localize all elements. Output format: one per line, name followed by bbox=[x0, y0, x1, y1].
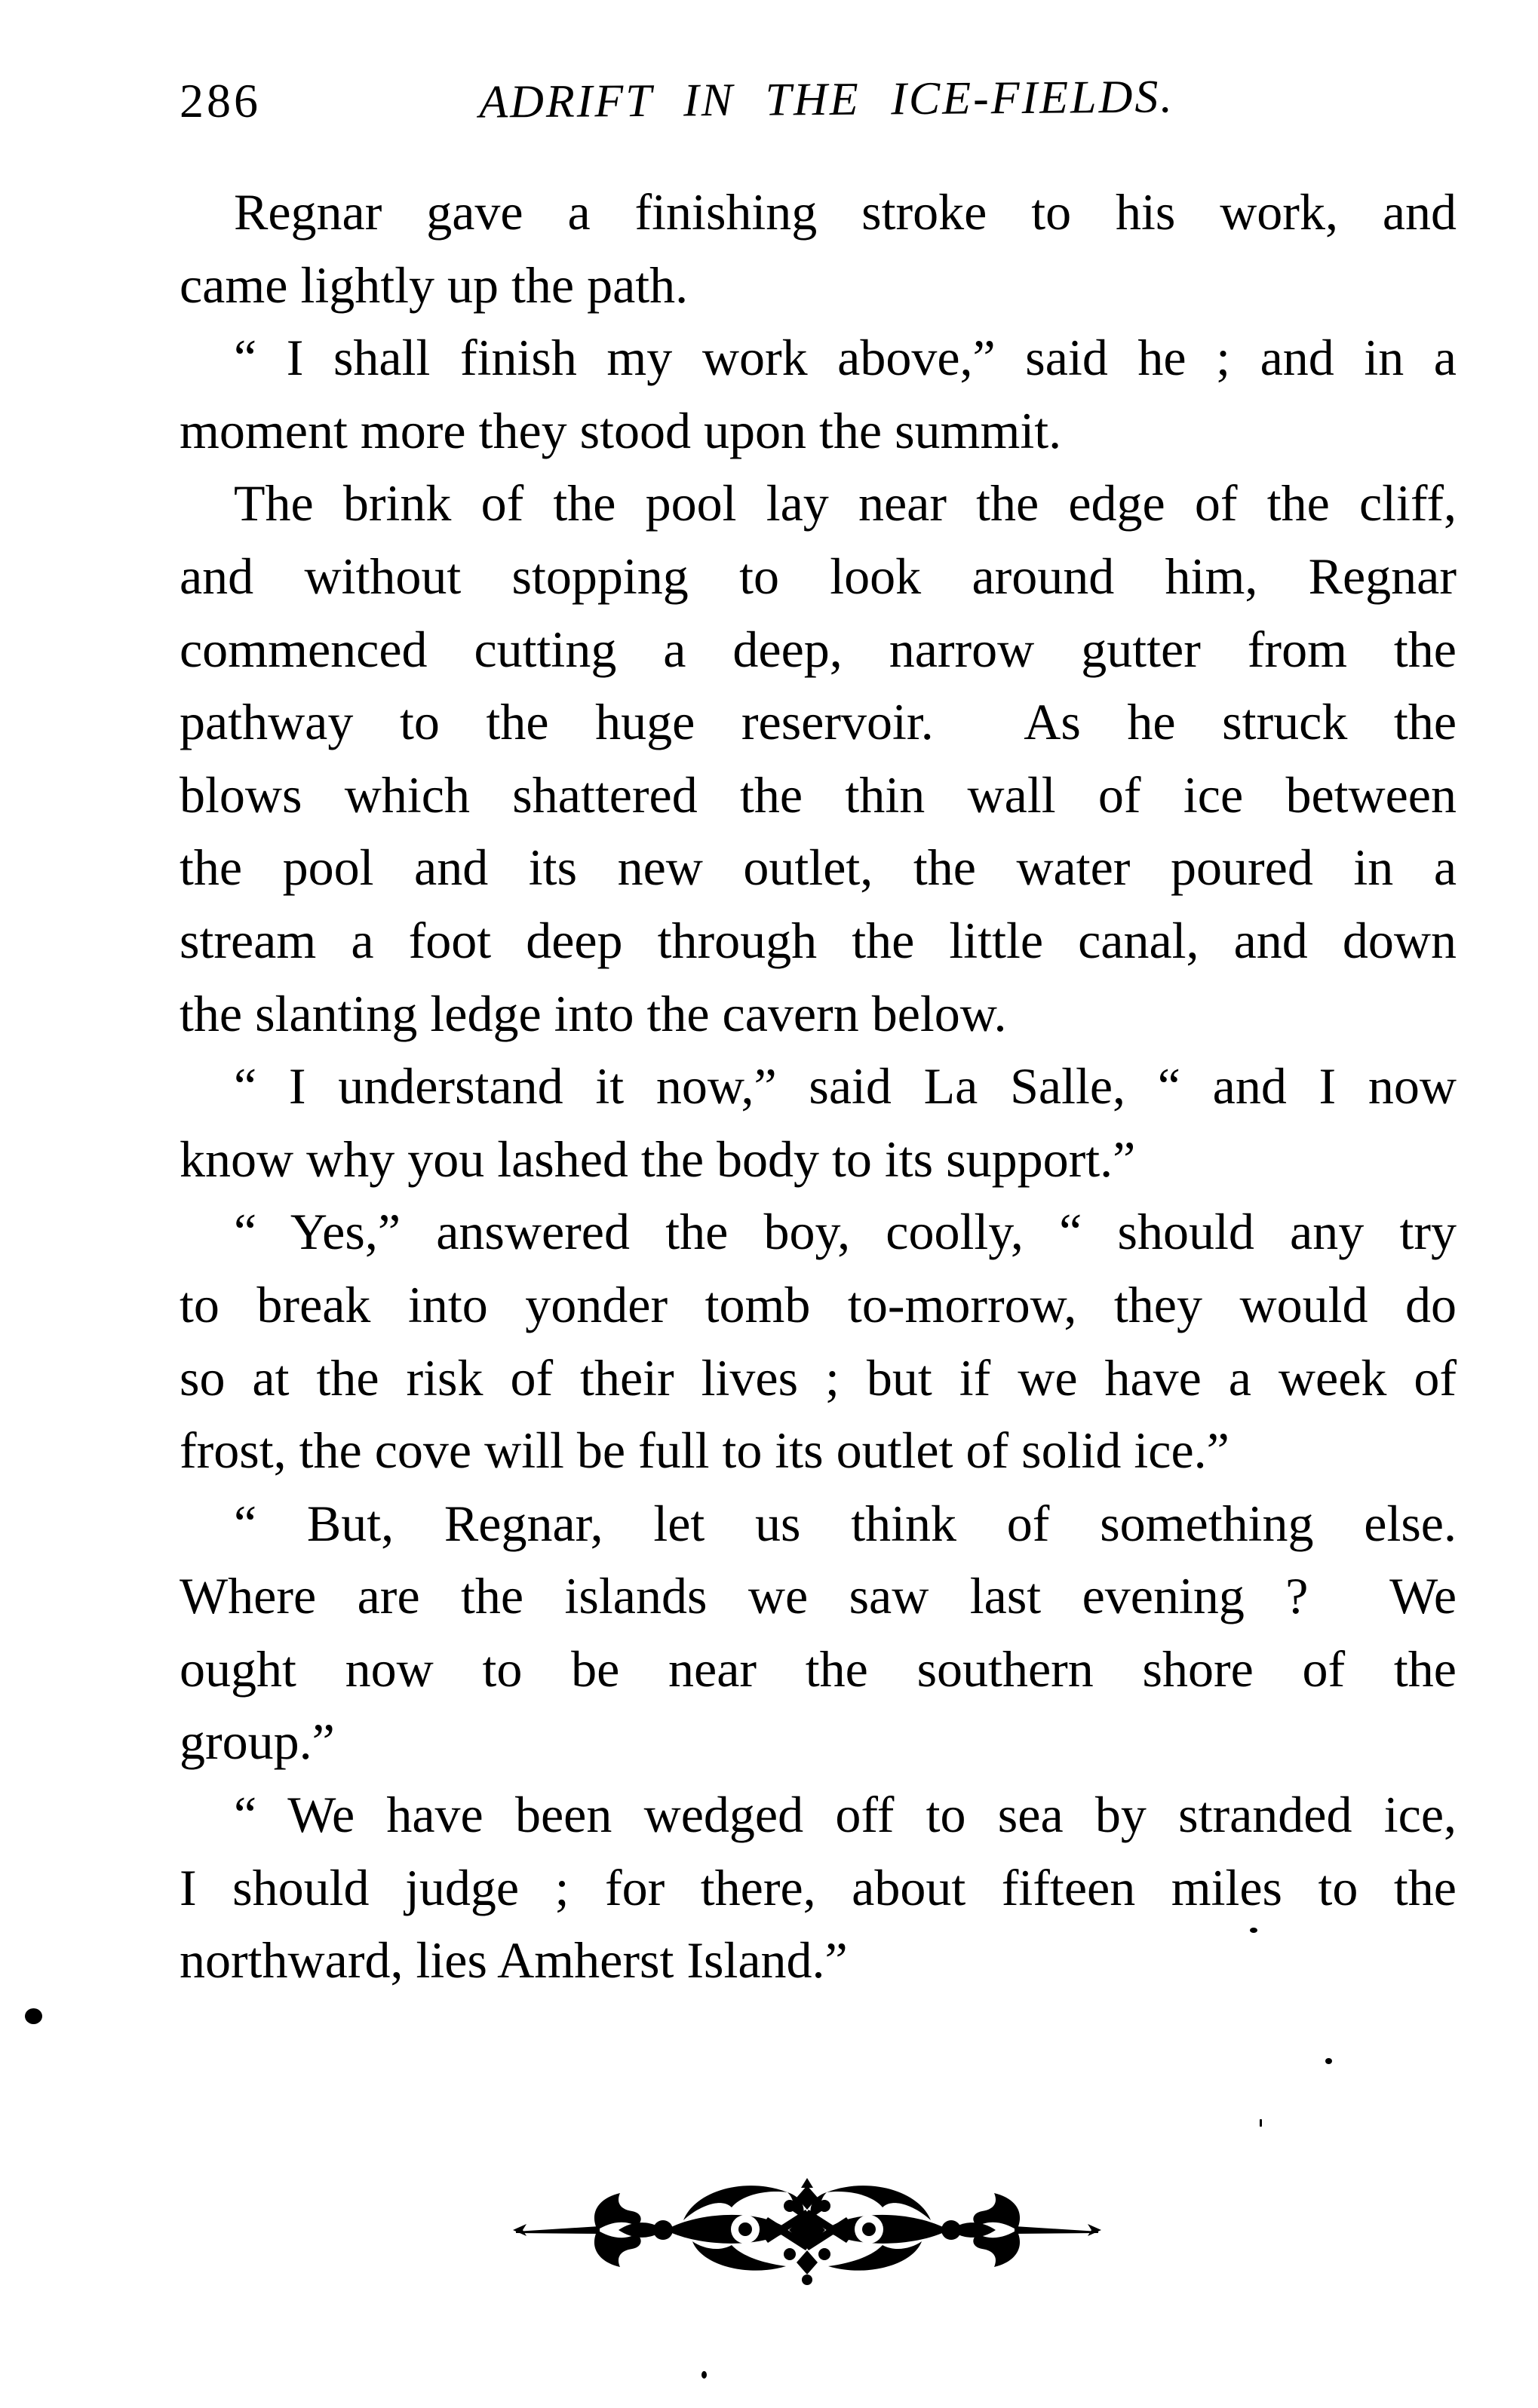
text-line: moment more they stood upon the summit. bbox=[180, 401, 1062, 459]
text-line: frost, the cove will be full to its outlet of solid ice.” bbox=[180, 1422, 1229, 1480]
text-line: stream a foot deep through the little canal, and down bbox=[180, 911, 1457, 969]
text-line: I should judge ; for there, about fifteen miles to the bbox=[180, 1858, 1457, 1916]
text-line: and without stopping to look around him, Regnar bbox=[180, 547, 1457, 605]
text-line: pathway to the huge reservoir. As he struck the bbox=[180, 693, 1457, 751]
text-line: so at the risk of their lives ; but if we have a week of bbox=[180, 1348, 1457, 1406]
ink-speck bbox=[701, 2371, 707, 2379]
text-line: “ Yes,” answered the boy, coolly, “ should any try bbox=[234, 1203, 1457, 1261]
text-line: group.” bbox=[180, 1713, 335, 1771]
ink-speck bbox=[25, 2008, 42, 2024]
text-line: the pool and its new outlet, the water poured in a bbox=[180, 839, 1457, 897]
text-line: Regnar gave a finishing stroke to his work, and bbox=[234, 183, 1457, 241]
text-line: came lightly up the path. bbox=[180, 256, 689, 314]
text-line: “ We have been wedged off to sea by stranded ice, bbox=[234, 1786, 1457, 1844]
page-number: 286 bbox=[180, 74, 261, 127]
running-title: ADRIFT IN THE ICE-FIELDS. bbox=[478, 71, 1175, 128]
ink-speck bbox=[1260, 2119, 1262, 2127]
text-line: Where are the islands we saw last evening ? We bbox=[180, 1567, 1457, 1625]
ink-speck bbox=[1325, 2058, 1332, 2064]
text-line: ought now to be near the southern shore of the bbox=[180, 1640, 1457, 1698]
body-text bbox=[180, 176, 1457, 1997]
text-line: blows which shattered the thin wall of ice between bbox=[180, 765, 1457, 824]
text-line: northward, lies Amherst Island.” bbox=[180, 1931, 848, 1989]
text-line: the slanting ledge into the cavern below. bbox=[180, 984, 1007, 1042]
text-line: know why you lashed the body to its support.” bbox=[180, 1130, 1136, 1188]
text-line: to break into yonder tomb to-morrow, they would do bbox=[180, 1275, 1457, 1333]
tailpiece-ornament bbox=[505, 2173, 1109, 2287]
text-line: “ I shall finish my work above,” said he ; and in a bbox=[234, 329, 1457, 387]
text-line: “ But, Regnar, let us think of something else. bbox=[234, 1494, 1457, 1552]
text-line: commenced cutting a deep, narrow gutter from the bbox=[180, 620, 1457, 678]
ink-speck bbox=[1250, 1928, 1257, 1933]
text-line: The brink of the pool lay near the edge of the cliff, bbox=[234, 474, 1457, 532]
text-line: “ I understand it now,” said La Salle, “ and I now bbox=[234, 1057, 1457, 1115]
